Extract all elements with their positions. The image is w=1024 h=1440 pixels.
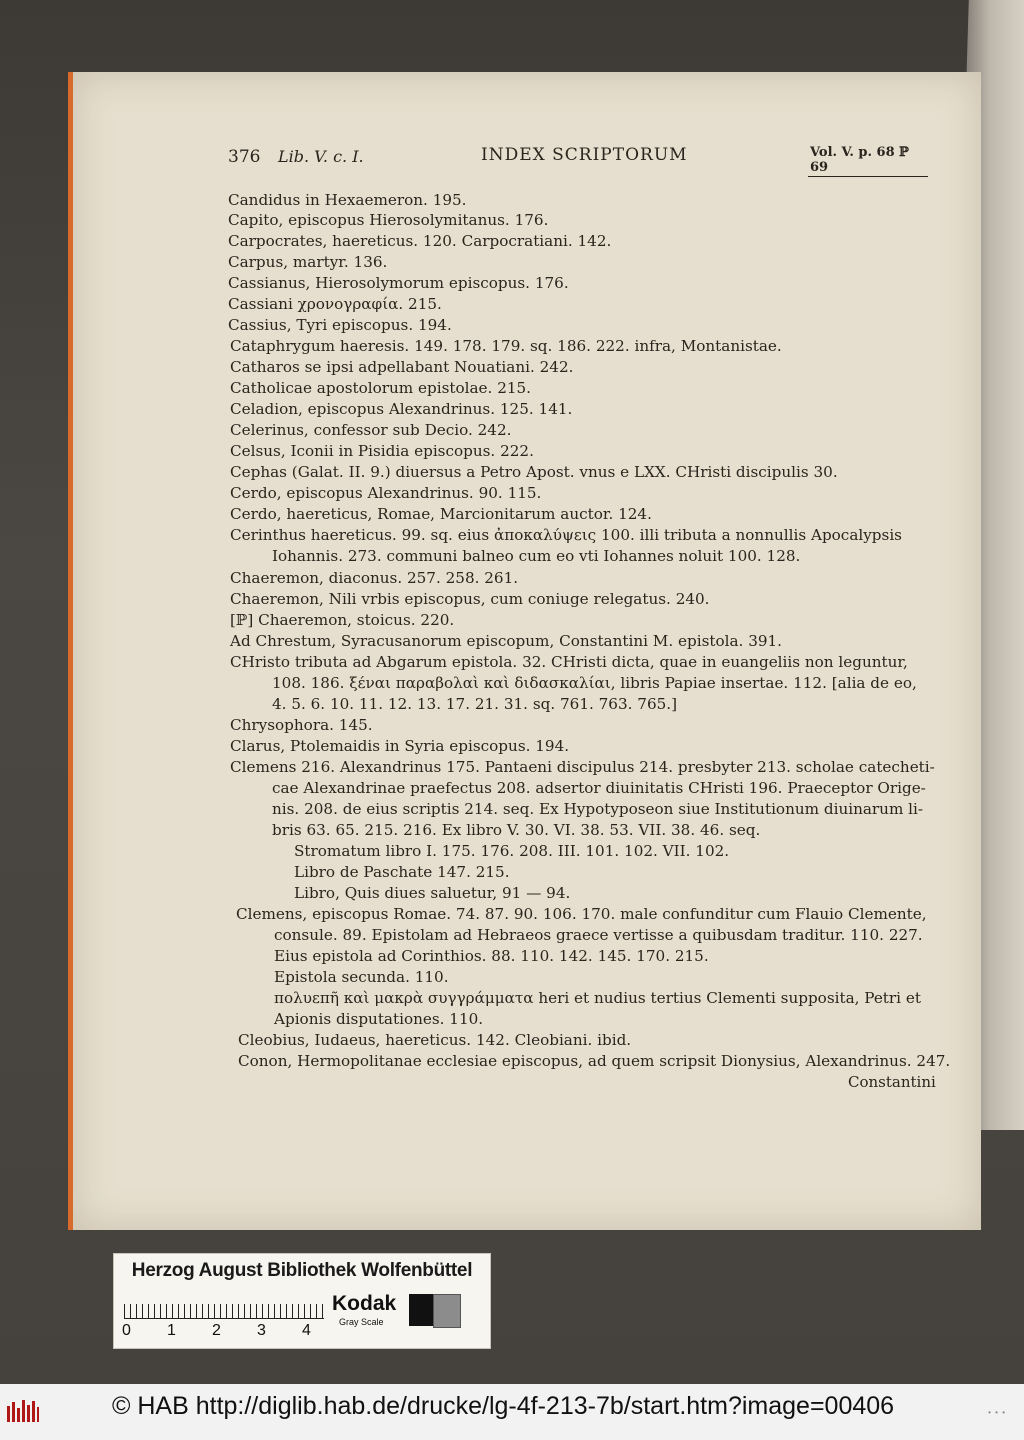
index-entry: Chaeremon, diaconus. 257. 258. 261. xyxy=(230,569,519,587)
index-entry: Catholicae apostolorum epistolae. 215. xyxy=(230,379,532,397)
index-entry: Clarus, Ptolemaidis in Syria episcopus. 194. xyxy=(230,737,570,755)
gray-swatch xyxy=(433,1294,461,1328)
index-entry: Cassius, Tyri episcopus. 194. xyxy=(228,316,452,334)
index-entry-continuation: cae Alexandrinae praefectus 208. adsertor diuinitatis CHristi 196. Praeceptor Orige- xyxy=(272,779,926,797)
index-entry-continuation: nis. 208. de eius scriptis 214. seq. Ex Hypotyposeon siue Institutionum diuinarum li- xyxy=(272,800,924,818)
index-entry: Cerinthus haereticus. 99. sq. eius ἀποκαλύψεις 100. illi tributa a nonnullis Apocalypsis xyxy=(230,526,902,544)
corner-marks: • • • xyxy=(988,1408,1006,1417)
copyright-url[interactable]: © HAB http://diglib.hab.de/drucke/lg-4f-213-7b/start.htm?image=00406 xyxy=(112,1392,895,1420)
index-entry: Conon, Hermopolitanae ecclesiae episcopus, ad quem scripsit Dionysius, Alexandrinus. 247. xyxy=(238,1052,951,1070)
footer-bar xyxy=(0,1384,1024,1440)
index-entry: CHristo tributa ad Abgarum epistola. 32. CHristi dicta, quae in euangeliis non leguntur, xyxy=(230,653,908,671)
index-entry-continuation: consule. 89. Epistolam ad Hebraeos graece vertisse a quibusdam traditur. 110. 227. xyxy=(274,926,923,944)
index-entry: Ad Chrestum, Syracusanorum episcopum, Constantini M. epistola. 391. xyxy=(230,632,783,650)
index-entry: Chaeremon, Nili vrbis episcopus, cum coniuge relegatus. 240. xyxy=(230,590,710,608)
black-swatch xyxy=(409,1294,433,1326)
index-entry: Clemens, episcopus Romae. 74. 87. 90. 106. 170. male confunditur cum Flauio Clemente, xyxy=(236,905,927,923)
index-entry-continuation: bris 63. 65. 215. 216. Ex libro V. 30. VI. 38. 53. VII. 38. 46. seq. xyxy=(272,821,761,839)
page-number: 376 xyxy=(228,147,261,167)
index-entry: Celadion, episcopus Alexandrinus. 125. 141. xyxy=(230,400,573,418)
index-entry: Clemens 216. Alexandrinus 175. Pantaeni discipulus 214. presbyter 213. scholae catecheti- xyxy=(230,758,935,776)
index-subentry: Libro de Paschate 147. 215. xyxy=(294,863,510,881)
ruler-number: 2 xyxy=(212,1322,221,1339)
index-entry: Celsus, Iconii in Pisidia episcopus. 222. xyxy=(230,442,534,460)
gray-scale-label: Gray Scale xyxy=(339,1317,384,1327)
index-subentry: Libro, Quis diues saluetur, 91 — 94. xyxy=(294,884,571,902)
catchword: Constantini xyxy=(848,1073,936,1091)
index-entry: Cataphrygum haeresis. 149. 178. 179. sq. 186. 222. infra, Montanistae. xyxy=(230,337,782,355)
index-entry: [ℙ] Chaeremon, stoicus. 220. xyxy=(230,611,455,629)
ruler-number: 1 xyxy=(167,1322,176,1339)
index-subentry: Epistola secunda. 110. xyxy=(274,968,449,986)
volume-reference: Vol. V. p. 68 ℙ 69 xyxy=(808,145,928,177)
index-entry: Catharos se ipsi adpellabant Nouatiani. 242. xyxy=(230,358,574,376)
index-entry: Celerinus, confessor sub Decio. 242. xyxy=(230,421,512,439)
index-entry: Cephas (Galat. II. 9.) diuersus a Petro Apost. vnus e LXX. CHristi discipulis 30. xyxy=(230,463,838,481)
hab-logo-icon xyxy=(6,1398,40,1426)
index-entry: Candidus in Hexaemeron. 195. xyxy=(228,191,467,209)
index-entry: Cleobius, Iudaeus, haereticus. 142. Cleobiani. ibid. xyxy=(238,1031,632,1049)
index-subentry: Eius epistola ad Corinthios. 88. 110. 142. 145. 170. 215. xyxy=(274,947,709,965)
ruler-scale xyxy=(124,1296,324,1319)
kodak-logo: Kodak xyxy=(332,1292,397,1315)
index-entry: Capito, episcopus Hierosolymitanus. 176. xyxy=(228,211,549,229)
chapter-reference: Lib. V. c. I. xyxy=(278,147,364,166)
index-entry: Cerdo, haereticus, Romae, Marcionitarum auctor. 124. xyxy=(230,505,652,523)
index-entry-continuation: 4. 5. 6. 10. 11. 12. 13. 17. 21. 31. sq. 761. 763. 765.] xyxy=(272,695,678,713)
ruler-number: 3 xyxy=(257,1322,266,1339)
index-subentry: πολυεπῆ καὶ μακρὰ συγγράμματα heri et nudius tertius Clementi supposita, Petri et xyxy=(274,989,921,1007)
ruler-number: 4 xyxy=(302,1322,311,1339)
ruler-number: 0 xyxy=(122,1322,131,1339)
index-entry: Carpocrates, haereticus. 120. Carpocratiani. 142. xyxy=(228,232,612,250)
library-color-card xyxy=(113,1253,491,1349)
index-entry: Carpus, martyr. 136. xyxy=(228,253,388,271)
page-title: INDEX SCRIPTORUM xyxy=(481,145,688,165)
index-entry-continuation: Iohannis. 273. communi balneo cum eo vti Iohannes noluit 100. 128. xyxy=(272,547,801,565)
index-entry-continuation: 108. 186. ξέναι παραβολαὶ καὶ διδασκαλίαι, libris Papiae insertae. 112. [alia de eo, xyxy=(272,674,917,692)
index-entry: Chrysophora. 145. xyxy=(230,716,373,734)
index-subentry: Apionis disputationes. 110. xyxy=(274,1010,484,1028)
index-entry: Cerdo, episcopus Alexandrinus. 90. 115. xyxy=(230,484,542,502)
running-header xyxy=(228,143,928,175)
index-entry: Cassiani χρονογραφία. 215. xyxy=(228,295,442,313)
index-subentry: Stromatum libro I. 175. 176. 208. III. 101. 102. VII. 102. xyxy=(294,842,730,860)
institution-name: Herzog August Bibliothek Wolfenbüttel xyxy=(131,1260,473,1281)
index-entry: Cassianus, Hierosolymorum episcopus. 176. xyxy=(228,274,569,292)
